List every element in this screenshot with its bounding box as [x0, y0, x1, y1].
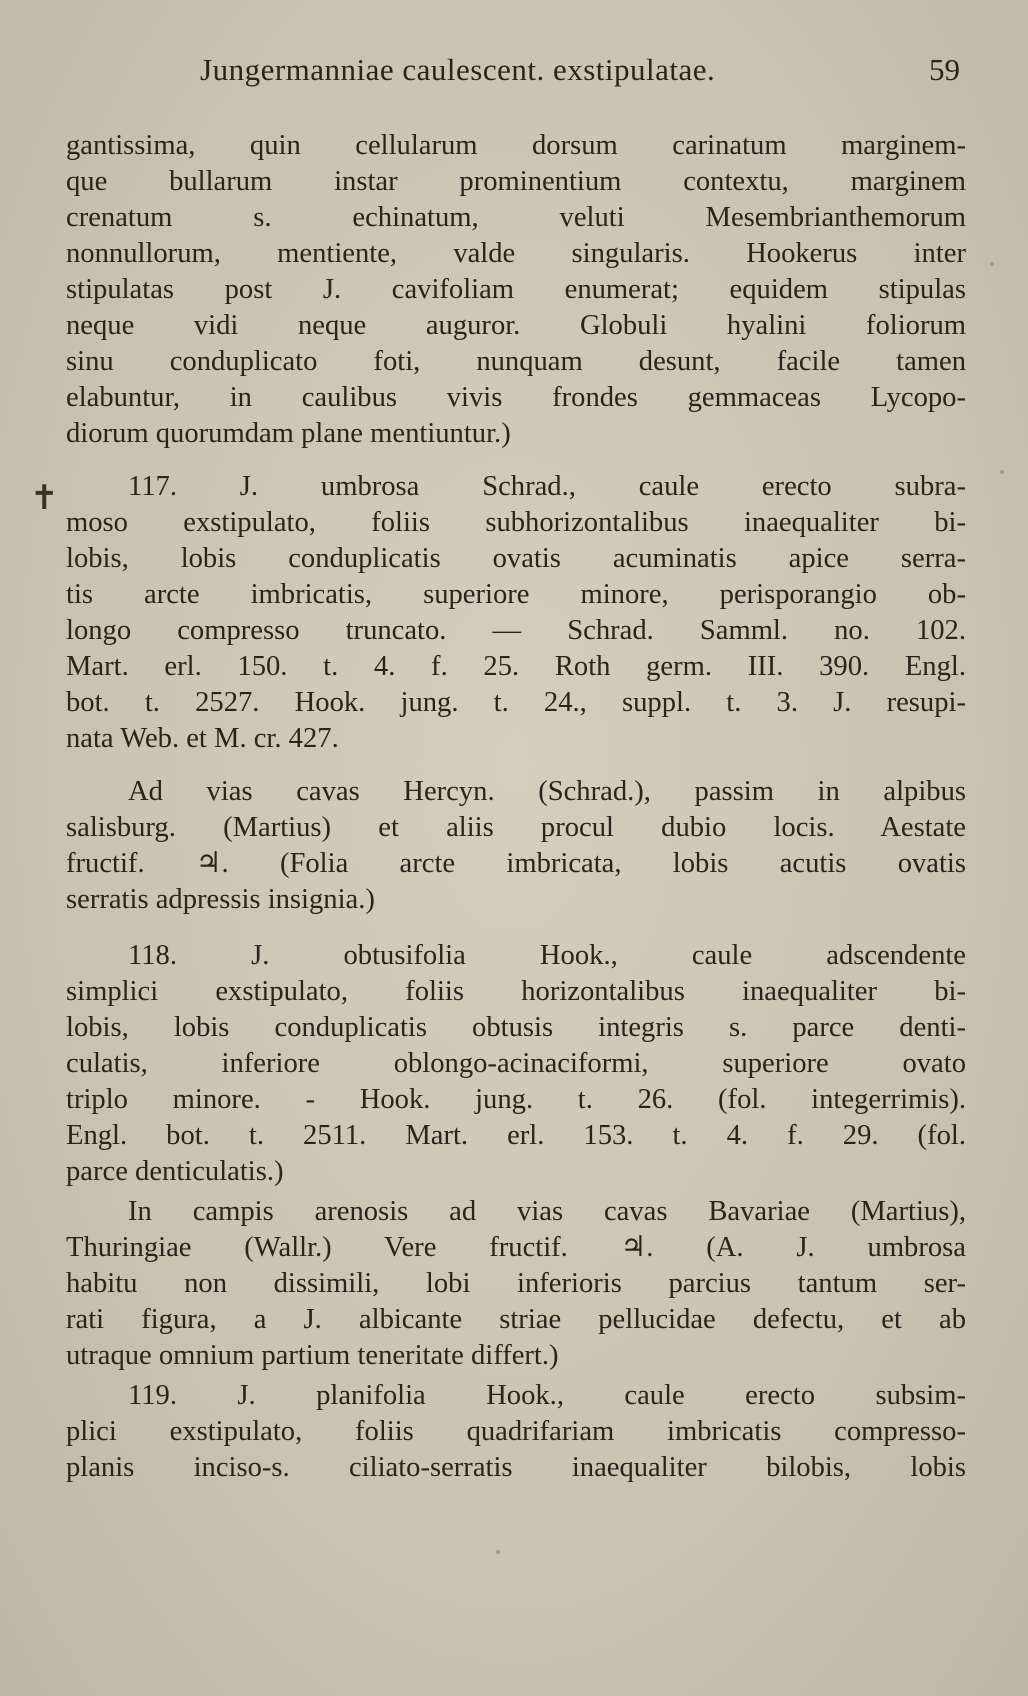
- text-line: fructif. ♃. (Folia arcte imbricata, lobis acutis ovatis: [66, 848, 966, 879]
- text-line: planis inciso-s. ciliato-serratis inaequaliter bilobis, lobis: [66, 1452, 966, 1483]
- text-line: serratis adpressis insignia.): [66, 884, 375, 915]
- text-line: In campis arenosis ad vias cavas Bavariae (Martius),: [128, 1196, 966, 1227]
- text-line: tis arcte imbricatis, superiore minore, perisporangio ob-: [66, 579, 966, 610]
- text-line: Mart. erl. 150. t. 4. f. 25. Roth germ. III. 390. Engl.: [66, 651, 966, 682]
- text-line: neque vidi neque auguror. Globuli hyalini foliorum: [66, 310, 966, 341]
- text-line: sinu conduplicato foti, nunquam desunt, facile tamen: [66, 346, 966, 377]
- margin-mark: ✝: [30, 480, 59, 517]
- habitat-117: [66, 774, 966, 918]
- text-line: lobis, lobis conduplicatis obtusis integris s. parce denti-: [66, 1012, 966, 1043]
- page-number: 59: [929, 52, 960, 87]
- text-line: nata Web. et M. cr. 427.: [66, 723, 339, 754]
- text-line: rati figura, a J. albicante striae pellucidae defectu, et ab: [66, 1304, 966, 1335]
- text-line: diorum quorumdam plane mentiuntur.): [66, 418, 511, 449]
- text-line: simplici exstipulato, foliis horizontalibus inaequaliter bi-: [66, 976, 966, 1007]
- paper-speck: [496, 1550, 500, 1554]
- text-line: gantissima, quin cellularum dorsum carinatum marginem-: [66, 130, 966, 161]
- paragraph-continuation: [66, 128, 966, 452]
- text-line: 117. J. umbrosa Schrad., caule erecto subra-: [128, 471, 966, 502]
- text-line: longo compresso truncato. — Schrad. Samml. no. 102.: [66, 615, 966, 646]
- text-line: Thuringiae (Wallr.) Vere fructif. ♃. (A. J. umbrosa: [66, 1232, 966, 1263]
- text-line: habitu non dissimili, lobi inferioris parcius tantum ser-: [66, 1268, 966, 1299]
- species-entry-119: [66, 1378, 966, 1486]
- text-line: stipulatas post J. cavifoliam enumerat; equidem stipulas: [66, 274, 966, 305]
- text-line: Ad vias cavas Hercyn. (Schrad.), passim in alpibus: [128, 776, 966, 807]
- text-line: crenatum s. echinatum, veluti Mesembrianthemorum: [66, 202, 966, 233]
- text-line: culatis, inferiore oblongo-acinaciformi, superiore ovato: [66, 1048, 966, 1079]
- text-line: parce denticulatis.): [66, 1156, 284, 1187]
- page-body: [66, 128, 966, 1486]
- species-entry-117: [66, 469, 966, 757]
- paper-speck: [990, 262, 994, 266]
- text-line: que bullarum instar prominentium contextu, marginem: [66, 166, 966, 197]
- running-title: Jungermanniae caulescent. exstipulatae.: [200, 52, 716, 87]
- text-line: Engl. bot. t. 2511. Mart. erl. 153. t. 4. f. 29. (fol.: [66, 1120, 966, 1151]
- habitat-118: [66, 1194, 966, 1374]
- text-line: elabuntur, in caulibus vivis frondes gemmaceas Lycopo-: [66, 382, 966, 413]
- text-line: moso exstipulato, foliis subhorizontalibus inaequaliter bi-: [66, 507, 966, 538]
- text-line: bot. t. 2527. Hook. jung. t. 24., suppl. t. 3. J. resupi-: [66, 687, 966, 718]
- text-line: salisburg. (Martius) et aliis procul dubio locis. Aestate: [66, 812, 966, 843]
- text-line: utraque omnium partium teneritate differt.): [66, 1340, 559, 1371]
- text-line: 118. J. obtusifolia Hook., caule adscendente: [128, 940, 966, 971]
- text-line: triplo minore. - Hook. jung. t. 26. (fol. integerrimis).: [66, 1084, 966, 1115]
- text-line: 119. J. planifolia Hook., caule erecto subsim-: [128, 1380, 966, 1411]
- species-entry-118: [66, 938, 966, 1190]
- running-header: [200, 52, 960, 96]
- paper-speck: [1000, 470, 1004, 474]
- text-line: plici exstipulato, foliis quadrifariam imbricatis compresso-: [66, 1416, 966, 1447]
- text-line: nonnullorum, mentiente, valde singularis. Hookerus inter: [66, 238, 966, 269]
- text-line: lobis, lobis conduplicatis ovatis acuminatis apice serra-: [66, 543, 966, 574]
